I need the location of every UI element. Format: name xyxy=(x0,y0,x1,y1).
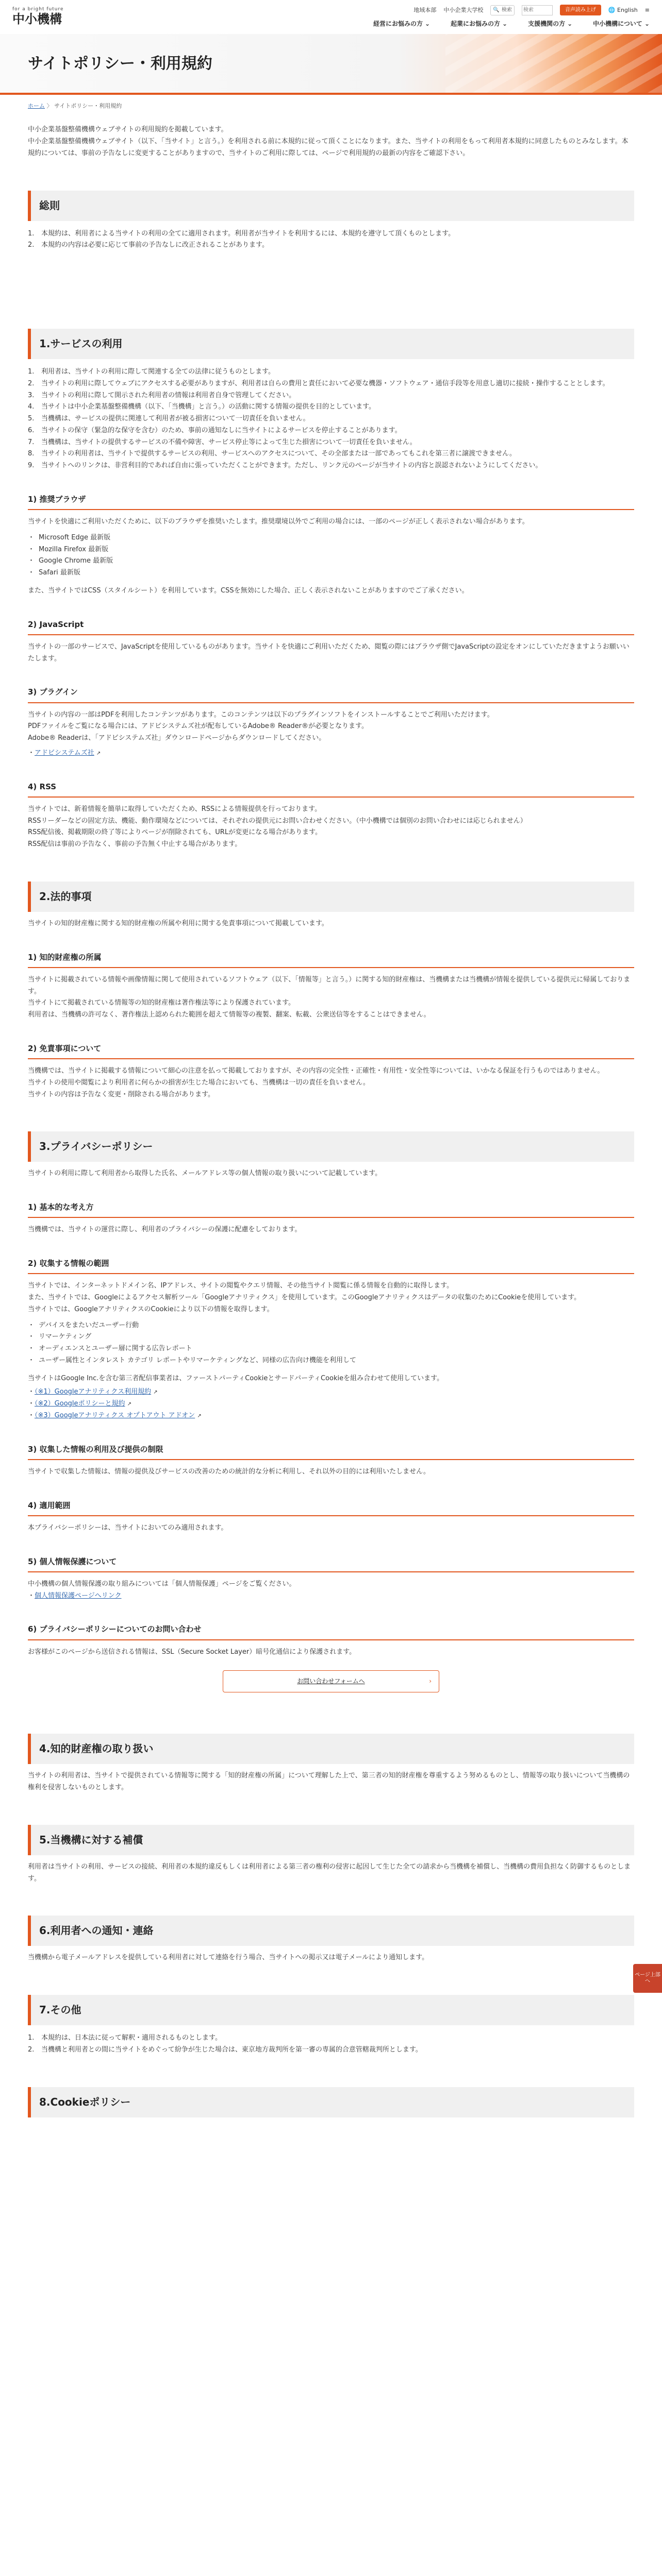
intro-text: 中小企業基盤整備機構ウェブサイトの利用規約を掲載しています。 xyxy=(28,126,228,134)
section-heading: 4.知的財産権の取り扱い xyxy=(28,1734,634,1764)
voice-read-button[interactable]: 音声読み上げ xyxy=(560,5,601,16)
paragraph: 当サイトでは、GoogleアナリティクスのCookieにより以下の情報を取得します。 xyxy=(28,1305,274,1313)
subsection-heading: 6) プライバシーポリシーについてのお問い合わせ xyxy=(28,1622,634,1640)
paragraph: 利用者は、当機構の許可なく、著作権法上認められた範囲を超えて情報等の複製、翻案、転載、公衆送信等をすることはできません。 xyxy=(28,1011,431,1019)
external-link-icon: ↗ xyxy=(96,750,101,756)
paragraph: PDFファイルをご覧になる場合には、アドビシステムズ社が配布しているAdobe® Reader®が必要となります。 xyxy=(28,722,368,731)
list-item: 1. 利用者は、当サイトの利用に際して関連する全ての法律に従うものとします。 xyxy=(28,368,275,376)
list-item: ・ デバイスをまたいだユーザー行動 xyxy=(28,1320,634,1332)
language-switch[interactable]: 🌐 English xyxy=(608,6,638,13)
section-heading: 6.利用者への通知・連絡 xyxy=(28,1916,634,1946)
subsection-heading: 2) 免責事項について xyxy=(28,1042,634,1059)
adobe-link[interactable]: アドビシステムズ社 xyxy=(35,749,94,757)
privacy-page-link[interactable]: 個人情報保護ページへリンク xyxy=(35,1591,122,1600)
paragraph: 当サイトの一部のサービスで、JavaScriptを使用しているものがあります。当サイトを快適にご利用いただくため、閲覧の際にはブラウザ側でJavaScriptの設定をオンにしていただきますようお願いいたします。 xyxy=(28,642,630,663)
paragraph: 利用者は当サイトの利用、サービスの接続、利用者の本規約違反もしくは利用者による第三者の権利の侵害に起因して生じた全ての請求から当機構を補償し、当機構の費用負担なく防御するものとします。 xyxy=(28,1862,631,1883)
list-item: 9. 当サイトへのリンクは、非営利目的であれば自由に張っていただくことができます。ただし、リンク元のページが当サイトの内容と誤認されないようにしてください。 xyxy=(28,462,542,469)
paragraph: 当サイトの内容は予告なく変更・削除される場合があります。 xyxy=(28,1090,215,1098)
chevron-down-icon: ⌄ xyxy=(567,20,573,28)
ga-optout-link[interactable]: （※3）Googleアナリティクス オプトアウト アドオン xyxy=(35,1411,195,1419)
list-item: ・ Mozilla Firefox 最新版 xyxy=(28,544,634,556)
external-link-icon: ↗ xyxy=(127,1401,132,1407)
section-heading: 3.プライバシーポリシー xyxy=(28,1131,634,1162)
section-heading: 8.Cookieポリシー xyxy=(28,2087,634,2117)
menu-icon[interactable]: ≡ xyxy=(644,6,650,13)
search-input[interactable] xyxy=(522,5,553,15)
nav-item-support[interactable]: 支援機関の方 ⌄ xyxy=(528,19,572,29)
search-label: 検索 xyxy=(501,7,512,13)
paragraph: 当サイトでは、新着情報を簡単に取得していただくため、RSSによる情報提供を行っております。 xyxy=(28,805,322,813)
paragraph: 当機構から電子メールアドレスを提供している利用者に対して連絡を行う場合、当サイトへの掲示又は電子メールにより通知します。 xyxy=(28,1954,429,1962)
section-heading: 総則 xyxy=(28,191,634,221)
site-header xyxy=(0,0,662,34)
section-heading: 5.当機構に対する補償 xyxy=(28,1825,634,1855)
paragraph: 当サイトで収集した情報は、情報の提供及びサービスの改善のための統計的な分析に利用し、それ以外の目的には利用いたしません。 xyxy=(28,1467,430,1476)
paragraph: RSS配信は事前の予告なく、事前の予告無く中止する場合があります。 xyxy=(28,840,242,848)
paragraph: 当サイトはGoogle Inc.を含む第三者配信事業者は、ファーストパーティCookieとサードパーティCookieを組み合わせて使用しています。 xyxy=(28,1374,444,1382)
util-link-university[interactable]: 中小企業大学校 xyxy=(443,6,484,13)
util-link-regional[interactable]: 地域本部 xyxy=(413,6,437,13)
breadcrumb-sep: 〉 xyxy=(46,103,53,109)
ga-feature-list xyxy=(28,1320,634,1367)
subsection-heading: 4) 適用範囲 xyxy=(28,1499,634,1516)
paragraph: 当サイトの利用に際して利用者から取得した氏名、メールアドレス等の個人情報の取り扱いについて記載しています。 xyxy=(28,1170,382,1178)
page-top-button[interactable]: ページ上部へ xyxy=(633,1964,662,1993)
external-link-icon: ↗ xyxy=(197,1413,202,1419)
paragraph: 当サイトの知的財産権に関する知的財産権の所属や利用に関する免責事項について掲載しています。 xyxy=(28,919,328,927)
paragraph: お客様がこのページから送信される情報は、SSL（Secure Socket Layer）暗号化通信により保護されます。 xyxy=(28,1648,356,1656)
paragraph: また、当サイトではCSS（スタイルシート）を利用しています。CSSを無効にした場合、正しく表示されないことがありますのでご了承ください。 xyxy=(28,586,469,595)
subsection-heading: 2) 収集する情報の範囲 xyxy=(28,1257,634,1274)
paragraph: 当機構では、当サイトに掲載する情報について細心の注意を払って掲載しておりますが、その内容の完全性・正確性・有用性・安全性等については、いかなる保証を行うものではありません。 xyxy=(28,1067,604,1075)
paragraph: また、当サイトでは、Googleによるアクセス解析ツール「Googleアナリティクス」を使用しています。このGoogleアナリティクスはデータの収集のためにCookieを使用しています。 xyxy=(28,1294,581,1301)
list-item: ・ Google Chrome 最新版 xyxy=(28,555,634,567)
contact-form-button[interactable]: お問い合わせフォームへ › xyxy=(223,1670,439,1692)
list-item: ・ リマーケティング xyxy=(28,1331,634,1343)
paragraph: 当機構では、当サイトの運営に際し、利用者のプライバシーの保護に配慮をしております。 xyxy=(28,1226,302,1234)
paragraph: 当サイトでは、インターネットドメイン名、IPアドレス、サイトの閲覧やクエリ情報、その他当サイト閲覧に係る情報を自動的に取得します。 xyxy=(28,1282,454,1290)
list-item: 5. 当機構は、サービスの提供に関連して利用者が被る損害について一切責任を負いません。 xyxy=(28,415,310,422)
paragraph: 当サイトの利用者は、当サイトで提供されている情報等に関する「知的財産権の所属」について理解した上で、第三者の知的財産権を尊重するよう努めるものとし、情報等の取り扱いについて当機構の権利を侵害しないものとします。 xyxy=(28,1772,630,1791)
header-utility xyxy=(373,5,650,30)
logo-name: 中小機構 xyxy=(12,11,62,27)
global-nav xyxy=(373,19,650,29)
section-heading: 1.サービスの利用 xyxy=(28,329,634,359)
search-box[interactable] xyxy=(490,5,514,15)
subsection-heading: 4) RSS xyxy=(28,780,634,798)
chevron-down-icon: ⌄ xyxy=(502,20,508,28)
list-item: ・ Microsoft Edge 最新版 xyxy=(28,532,634,544)
section-heading: 2.法的事項 xyxy=(28,882,634,912)
list-item: 2. 当サイトの利用に際してウェブにアクセスする必要がありますが、利用者は自らの費用と責任において必要な機器・ソフトウェア・通信手段等を用意し適切に接続・操作することとします。 xyxy=(28,379,609,387)
subsection-heading: 3) 収集した情報の利用及び提供の制限 xyxy=(28,1443,634,1460)
external-link-icon: ↗ xyxy=(153,1389,158,1396)
list-item: 1. 本規約は、日本法に従って解釈・適用されるものとします。 xyxy=(28,2034,222,2042)
subsection-heading: 2) JavaScript xyxy=(28,618,634,635)
subsection-heading: 5) 個人情報保護について xyxy=(28,1555,634,1572)
breadcrumb-home[interactable]: ホーム xyxy=(28,103,45,109)
list-item: 7. 当機構は、当サイトの提供するサービスの不備や障害、サービス停止等によって生じた損害について一切責任を負いません。 xyxy=(28,438,417,446)
breadcrumb-current: サイトポリシー・利用規約 xyxy=(54,103,122,109)
search-icon: 🔍 xyxy=(493,7,500,13)
chevron-down-icon: ⌄ xyxy=(424,20,431,28)
list-item: 8. 当サイトの利用者は、当サイトで提供するサービスの利用、サービスへのアクセスについて、その全部または一部であってもこれを第三者に譲渡できません。 xyxy=(28,450,516,458)
other-list xyxy=(28,2032,634,2056)
subsection-heading: 1) 推奨ブラウザ xyxy=(28,493,634,510)
intro xyxy=(28,124,634,159)
subsection-heading: 1) 知的財産権の所属 xyxy=(28,951,634,968)
list-item: ・ ユーザー属性とインタレスト カテゴリ レポートやリマーケティングなど、同様の広告向け機能を利用して xyxy=(28,1355,634,1367)
subsection-heading: 1) 基本的な考え方 xyxy=(28,1200,634,1218)
chevron-down-icon: ⌄ xyxy=(644,20,650,28)
paragraph: 中小機構の個人情報保護の取り組みについては「個人情報保護」ページをご覧ください。 xyxy=(28,1580,296,1588)
paragraph: 当サイトの内容の一部はPDFを利用したコンテンツがあります。このコンテンツは以下のプラグインソフトをインストールすることでご利用いただけます。 xyxy=(28,710,494,719)
list-item: 2. 本規約の内容は必要に応じて事前の予告なしに改正されることがあります。 xyxy=(28,241,269,249)
paragraph: 当サイトの使用や閲覧により利用者に何らかの損害が生じた場合においても、当機構は一切の責任を負いません。 xyxy=(28,1078,370,1087)
paragraph: RSSリーダーなどの固定方法、機能、動作環境などについては、それぞれの提供元にお問い合わせください。（中小機構では個別のお問い合わせには応じられません） xyxy=(28,817,527,825)
site-logo[interactable] xyxy=(12,7,90,27)
paragraph: 当サイトを快適にご利用いただくために、以下のブラウザを推奨いたします。推奨環境以外でご利用の場合には、一部のページが正しく表示されない場合があります。 xyxy=(28,518,529,526)
page-hero xyxy=(0,34,662,93)
globe-icon: 🌐 xyxy=(608,6,616,13)
list-item: ・ オーディエンスとユーザー層に関する広告レポート xyxy=(28,1343,634,1355)
nav-item-about[interactable]: 中小機構について ⌄ xyxy=(593,19,650,29)
paragraph: 本プライバシーポリシーは、当サイトにおいてのみ適用されます。 xyxy=(28,1523,228,1532)
browser-list xyxy=(28,532,634,579)
general-list xyxy=(28,228,634,252)
list-item: 1. 本規約は、利用者による当サイトの利用の全てに適用されます。利用者が当サイトを利用するには、本規約を遵守して頂くものとします。 xyxy=(28,229,455,238)
service-list xyxy=(28,366,634,472)
list-item: 2. 当機構と利用者との間に当サイトをめぐって紛争が生じた場合は、東京地方裁判所を第一審の専属的合意管轄裁判所とします。 xyxy=(28,2045,422,2054)
paragraph: Adobe® Readerは、「アドビシステムズ社」ダウンロードページからダウンロードしてください。 xyxy=(28,734,326,742)
list-item: 3. 当サイトの利用に際して開示された利用者の情報は利用者自身で管理してください。 xyxy=(28,391,296,399)
breadcrumb xyxy=(0,95,662,111)
section-heading: 7.その他 xyxy=(28,1995,634,2025)
paragraph: 当サイトにて掲載されている情報等の知的財産権は著作権法等により保護されています。 xyxy=(28,999,295,1007)
nav-item-business[interactable]: 経営にお悩みの方 ⌄ xyxy=(373,19,430,29)
list-item: 4. 当サイトは中小企業基盤整備機構（以下、「当機構」と言う。）の活動に関する情報の提供を目的としています。 xyxy=(28,403,376,411)
main-content: 中小企業基盤整備機構ウェブサイトの利用規約を掲載しています。 中小企業基盤整備機構ウェブサイト（以下、「当サイト」と言う。）を利用される前に本規約に従って頂くことになります。また、当サイトの利用をもって利用者本規約に同意したものとみなします。本規約については、事前の予告なしに変更することがありますので、当サイトのご利用に際しては、ページで利用規約の最新の内容をご確認下さい。 総則 1. 本規約は、利用者による当サイトの利用の全てに適用されます。利用者が当サイトを利用するには、本規約を遵守して頂くものとします。 2. 本規約の内容は必要に応じて事前の予告なしに改正されることがあります。 1.サービスの利用 1. 利用者は、当サイトの利用に際して関連する全ての法律に従うものとします。 2. 当サイトの利用に際してウェブにアクセスする必要がありますが、利用者は自らの費用と責任において必要な機器・ソフトウェア・通信手段等を用意し適切に接続・操作することとします。 3. 当サイトの利用に際して開示された利用者の情報は利用者自身で管理してください。 4. 当サイトは中小企業基盤整備機構（以下、「当機構」と言う。）の活動に関する情報の提供を目的としています。 5. 当機構は、サービスの提供に関連して利用者が被る損害について一切責任を負いません。 6. 当サイトの保守（緊急的な保守を含む）のため、事前の通知なしに当サイトによるサービスを停止することがあります。 7. 当機構は、当サイトの提供するサービスの不備や障害、サービス停止等によって生じた損害について一切責任を負いません。 8. 当サイトの利用者は、当サイトで提供するサービスの利用、サービスへのアクセスについて、その全部または一部であってもこれを第三者に譲渡できません。 9. 当サイトへのリンクは、非営利目的であれば自由に張っていただくことができます。ただし、リンク元のページが当サイトの内容と誤認されないようにしてください。 1) 推奨ブラウザ 当サイトを快適にご利用いただくために、以下のブラウザを推奨いたします。推奨環境以外でご利用の場合には、一部のページが正しく表示されない場合があります。 ・ Microsoft Edge 最新版 ・ Mozilla Firefox 最新版 ・ Google Chrome 最新版 ・ Safari 最新版 また、当サイトではCSS（スタイルシート）を利用しています。CSSを無効にした場合、正しく表示されないことがありますのでご了承ください。 2) JavaScript 当サイトの一部のサービスで、JavaScriptを使用しているものがあります。当サイトを快適にご利用いただくため、閲覧の際にはブラウザ側でJavaScriptの設定をオンにしていただきますようお願いいたします。 3) プラグイン 当サイトの内容の一部はPDFを利用したコンテンツがあります。このコンテンツは以下のプラグインソフトをインストールすることでご利用いただけます。 PDFファイルをご覧になる場合には、アドビシステムズ社が配布しているAdobe® Reader®が必要となります。 Adobe® Readerは、「アドビシステムズ社」ダウンロードページからダウンロードしてください。 ・アドビシステムズ社 ↗ 4) RSS 当サイトでは、新着情報を簡単に取得していただくため、RSSによる情報提供を行っております。 RSSリーダーなどの固定方法、機能、動作環境などについては、それぞれの提供元にお問い合わせください。（中小機構では個別のお問い合わせには応じられません） RSS配信後、掲載期限の終了等によりページが削除されても、URLが変更になる場合があります。 RSS配信は事前の予告なく、事前の予告無く中止する場合があります。 2.法的事項 当サイトの知的財産権に関する知的財産権の所属や利用に関する免責事項について掲載しています。 1) 知的財産権の所属 当サイトに掲載されている情報や画像情報に関して使用されているソフトウェア（以下、「情報等」と言う。）に関する知的財産権は、当機構または当機構が情報を提供している提供元に帰属しております。 当サイトにて掲載されている情報等の知的財産権は著作権法等により保護されています。 利用者は、当機構の許可なく、著作権法上認められた範囲を超えて情報等の複製、翻案、転載、公衆送信等をすることはできません。 2) 免責事項について 当機構では、当サイトに掲載する情報について細心の注意を払って掲載しておりますが、その内容の完全性・正確性・有用性・安全性等については、いかなる保証を行うものではありません。 当サイトの使用や閲覧により利用者に何らかの損害が生じた場合においても、当機構は一切の責任を負いません。 当サイトの内容は予告なく変更・削除される場合があります。 3.プライバシーポリシー 当サイトの利用に際して利用者から取得した氏名、メールアドレス等の個人情報の取り扱いについて記載しています。 1) 基本的な考え方 当機構では、当サイトの運営に際し、利用者のプライバシーの保護に配慮をしております。 2) 収集する情報の範囲 当サイトでは、インターネットドメイン名、IPアドレス、サイトの閲覧やクエリ情報、その他当サイト閲覧に係る情報を自動的に取得します。 また、当サイトでは、Googleによるアクセス解析ツール「Googleアナリティクス」を使用しています。このGoogleアナリティクスはデータの収集のためにCookieを使用しています。 当サイトでは、GoogleアナリティクスのCookieにより以下の情報を取得します。 ・ デバイスをまたいだユーザー行動 ・ リマーケティング ・ オーディエンスとユーザー層に関する広告レポート ・ ユーザー属性とインタレスト カテゴリ レポートやリマーケティングなど、同様の広告向け機能を利用して 当サイトはGoogle Inc.を含む第三者配信事業者は、ファーストパーティCookieとサードパーティCookieを組み合わせて使用しています。 ・（※1）Googleアナリティクス利用規約 ↗ ・（※2）Googleポリシーと規約 ↗ ・（※3）Googleアナリティクス オプトアウト アドオン ↗ 3) 収集した情報の利用及び提供の制限 当サイトで収集した情報は、情報の提供及びサービスの改善のための統計的な分析に利用し、それ以外の目的には利用いたしません。 4) 適用範囲 本プライバシーポリシーは、当サイトにおいてのみ適用されます。 5) 個人情報保護について 中小機構の個人情報保護の取り組みについては「個人情報保護」ページをご覧ください。 ・個人情報保護ページへリンク 6) プライバシーポリシーについてのお問い合わせ お客様がこのページから送信される情報は、SSL（Secure Socket Layer）暗号化通信により保護されます。 お問い合わせフォームへ › 4.知的財産権の取り扱い 当サイトの利用者は、当サイトで提供されている情報等に関する「知的財産権の所属」について理解した上で、第三者の知的財産権を尊重するよう努めるものとし、情報等の取り扱いについて当機構の権利を侵害しないものとします。 5.当機構に対する補償 利用者は当サイトの利用、サービスの接続、利用者の本規約違反もしくは利用者による第三者の権利の侵害に起因して生じた全ての請求から当機構を補償し、当機構の費用負担なく防御するものとします。 6.利用者への通知・連絡 当機構から電子メールアドレスを提供している利用者に対して連絡を行う場合、当サイトへの掲示又は電子メールにより通知します。 7.その他 1. 本規約は、日本法に従って解釈・適用されるものとします。 2. 当機構と利用者との間に当サイトをめぐって紛争が生じた場合は、東京地方裁判所を第一審の専属的合意管轄裁判所とします。 8.Cookieポリシー xyxy=(0,124,662,2117)
list-item: ・ Safari 最新版 xyxy=(28,567,634,579)
list-item: 6. 当サイトの保守（緊急的な保守を含む）のため、事前の通知なしに当サイトによるサービスを停止することがあります。 xyxy=(28,426,402,434)
logo-tagline: for a bright future xyxy=(12,7,64,12)
paragraph: RSS配信後、掲載期限の終了等によりページが削除されても、URLが変更になる場合があります。 xyxy=(28,828,322,837)
intro-text: 中小企業基盤整備機構ウェブサイト（以下、「当サイト」と言う。）を利用される前に本規約に従って頂くことになります。また、当サイトの利用をもって利用者本規約に同意したものとみなします。本規約については、事前の予告なしに変更することがありますので、当サイトのご利用に際しては、ページで利用規約の最新の内容をご確認下さい。 xyxy=(28,138,628,157)
nav-item-startup[interactable]: 起業にお悩みの方 ⌄ xyxy=(451,19,507,29)
paragraph: 当サイトに掲載されている情報や画像情報に関して使用されているソフトウェア（以下、「情報等」と言う。）に関する知的財産権は、当機構または当機構が情報を提供している提供元に帰属しております。 xyxy=(28,975,631,995)
subsection-heading: 3) プラグイン xyxy=(28,685,634,703)
google-policy-link[interactable]: （※2）Googleポリシーと規約 xyxy=(35,1400,125,1408)
page-title: サイトポリシー・利用規約 xyxy=(28,55,212,73)
ga-terms-link[interactable]: （※1）Googleアナリティクス利用規約 xyxy=(35,1388,152,1396)
